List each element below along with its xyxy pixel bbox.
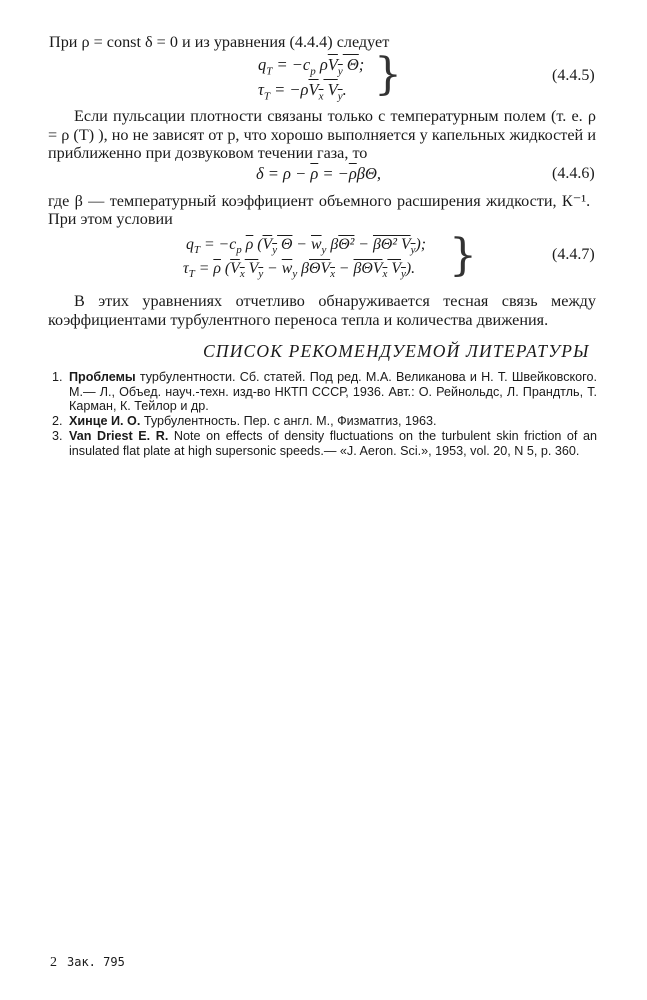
paragraph-1: Если пульсации плотности связаны только с температурным полем (т. е. ρ = ρ (T) ), но не зависят от p, что хорошо выполняется у капельных жидкостей и приближенно при дозвуковом течении газа, то (48, 107, 596, 162)
paragraph-2-line1: где β — температурный коэффициент объемного расширения жидкости, К⁻¹. (48, 192, 591, 210)
reference-item (52, 414, 597, 429)
reference-number: 2. (52, 414, 63, 429)
intro-line: При ρ = const δ = 0 и из уравнения (4.4.4) следует (49, 33, 390, 51)
reference-number: 3. (52, 428, 63, 443)
reference-list (52, 370, 597, 458)
equation-brace: } (374, 49, 402, 100)
reference-author: Хинце И. О. (69, 414, 141, 429)
equation-4-4-6: $\delta = \rho - \overline{\rho} = -\overline{\rho}\beta\Theta$, (256, 164, 381, 183)
equation-number: (4.4.5) (552, 67, 595, 84)
page-footer (50, 955, 125, 971)
paragraph-3: В этих уравнениях отчетливо обнаруживается тесная связь между коэффициентами турбулентного переноса тепла и количества движения. (48, 292, 596, 329)
order-code: Зак. 795 (67, 955, 125, 969)
equation-4-4-5-line2: $\tau_T = -\rho V_x$ $V_y$. (258, 80, 347, 103)
section-heading: СПИСОК РЕКОМЕНДУЕМОЙ ЛИТЕРАТУРЫ (203, 341, 590, 361)
reference-text: Турбулентность. Пер. с англ. М., Физматгиз, 1963. (140, 414, 437, 429)
equation-number: (4.4.7) (552, 246, 595, 263)
reference-number: 1. (52, 370, 63, 384)
reference-item (52, 370, 597, 414)
page-number: 2 (50, 955, 57, 970)
equation-brace: } (449, 230, 477, 281)
equation-4-4-5-line1: $q_T = -c_p$ $\rho V_y$ Θ; (258, 55, 365, 78)
reference-text: Note on effects of density fluctuations on the turbulent skin friction of an insulated flat plate at high supersonic speeds.— «J. Aeron. Sci.», 1953, vol. 20, N 5, p. 360. (69, 428, 598, 458)
reference-author: Проблемы (69, 370, 136, 384)
equation-4-4-7-line2: $\tau_T = \overline{\rho}$ ($V_x$ $V_y - \overline{w}_y$ βΘV$_x$ − βΘV$_x$ $V_y$). (183, 260, 416, 281)
paragraph-2-line2: При этом условии (48, 210, 173, 228)
reference-text: турбулентности. Сб. статей. Под ред. М.А. Великанова и Н. Т. Швейковского. М.— Л., Объед. науч.-техн. изд-во НКТП СССР, 1936. Авт.: О. Рейнольдс, Л. Прандтль, Т. Карман, К. Тейлор и др. (69, 370, 597, 414)
reference-item (52, 429, 597, 458)
equation-number: (4.4.6) (552, 165, 595, 182)
reference-author: Van Driest E. R. (69, 428, 169, 443)
equation-4-4-7-line1: $q_T = -c_p$ $\overline{\rho}$ ($V_y$ $\Theta - \overline{w}_y$ βΘ² − βΘ² $V_y$); (186, 236, 427, 257)
